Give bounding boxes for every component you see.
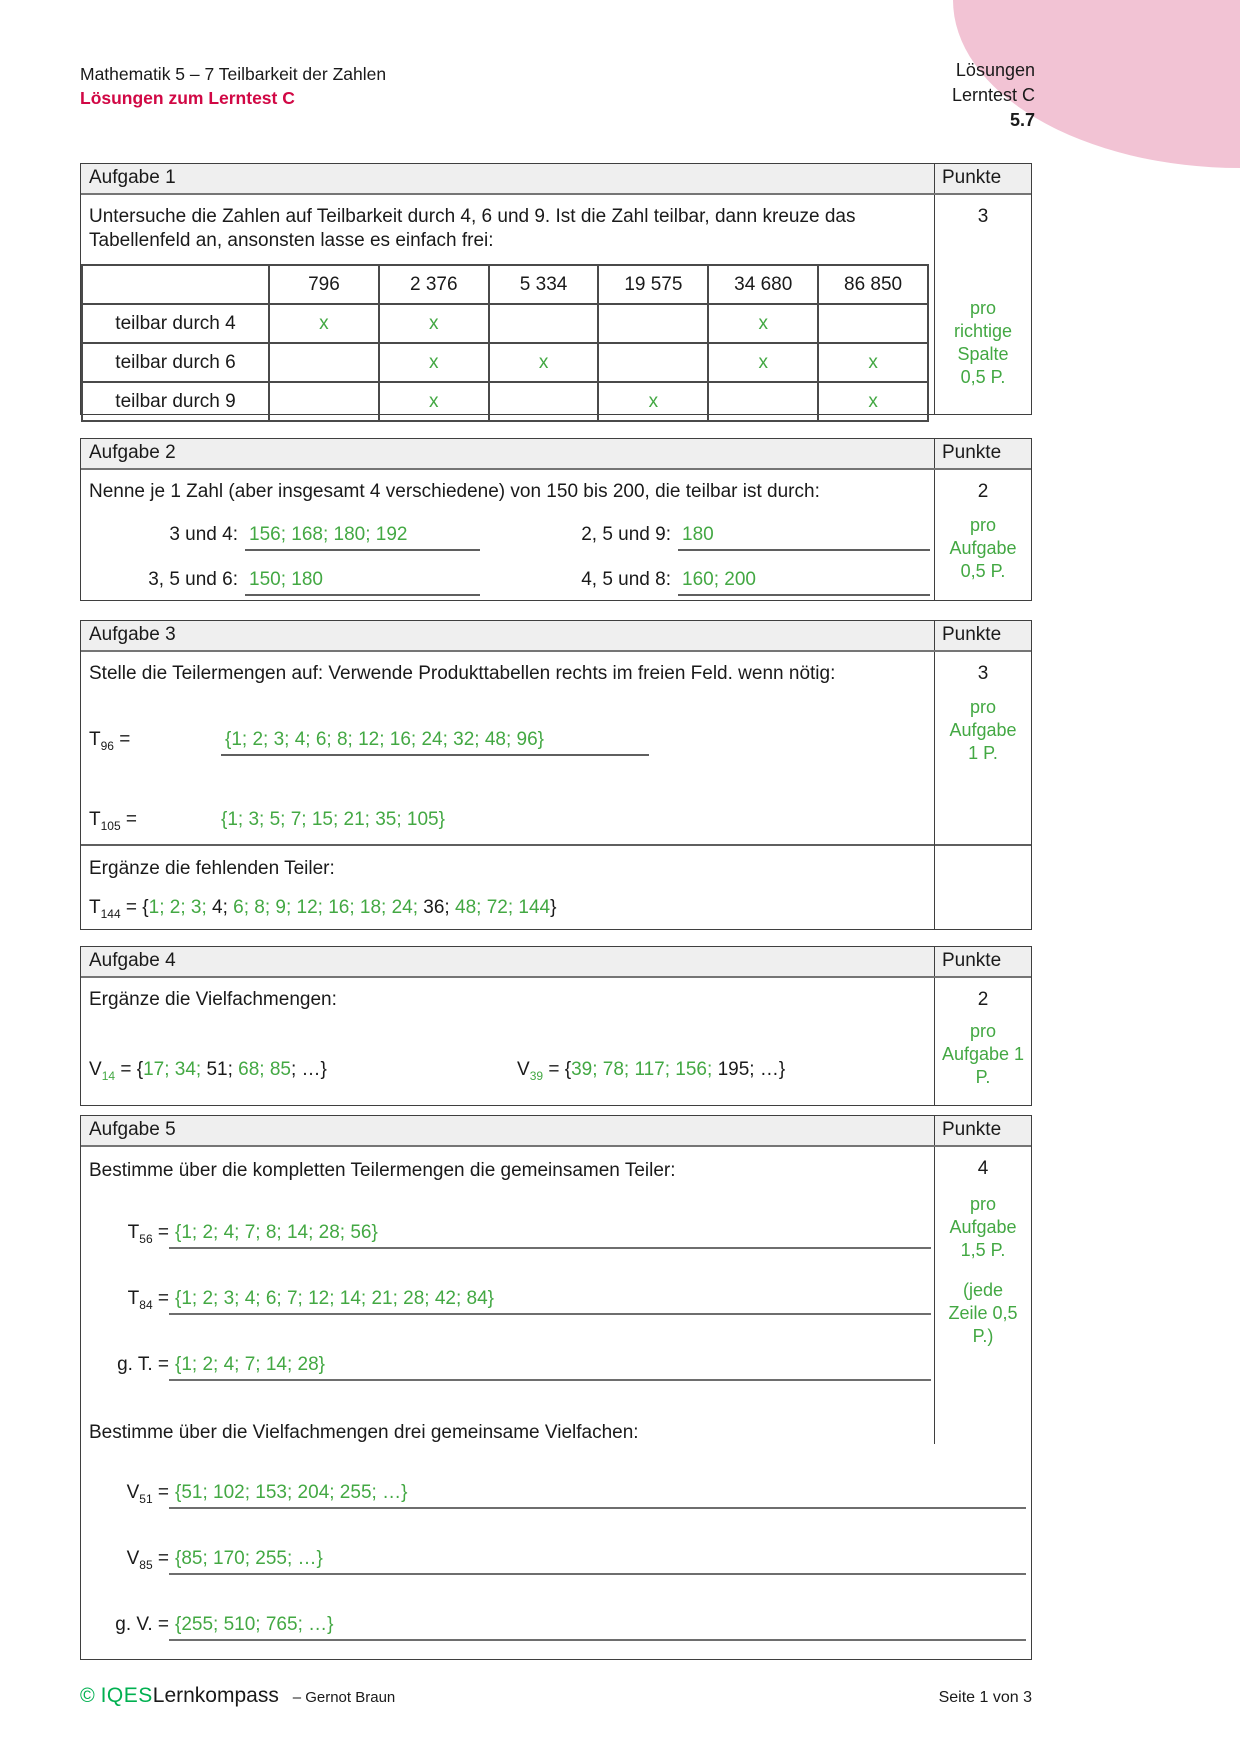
task-4-title: Aufgabe 4	[89, 950, 176, 971]
task-1-main	[81, 195, 934, 422]
task-4-main	[81, 978, 934, 1082]
task-2-main	[81, 470, 934, 596]
logo-lernkompass: Lernkompass	[152, 1684, 279, 1707]
t144-row	[89, 896, 934, 920]
task-1-points-header: Punkte	[934, 164, 1031, 193]
column-header: 2 376	[379, 265, 489, 304]
mark-cell	[269, 382, 379, 421]
answer-blank: 160; 200	[678, 568, 930, 596]
corner-label-block	[952, 58, 1035, 133]
multiples-row	[89, 1058, 934, 1082]
column-header: 34 680	[708, 265, 818, 304]
row-label: teilbar durch 9	[82, 382, 269, 421]
answer-label: 2, 5 und 9:	[581, 524, 671, 545]
corner-chapter-number: 5.7	[1009, 110, 1035, 130]
mark-cell: x	[379, 382, 489, 421]
corner-line-loesungen: Lösungen	[955, 60, 1035, 80]
v51-answer: {51; 102; 153; 204; 255; …}	[169, 1481, 1026, 1509]
complete-divisors-label: Ergänze die fehlenden Teiler:	[89, 858, 335, 879]
task-1-points-column	[934, 195, 1031, 414]
task-2-intro: Nenne je 1 Zahl (aber insgesamt 4 verschiedene) von 150 bis 200, die teilbar ist durch:	[89, 481, 820, 502]
task-5-points-column	[934, 1147, 1031, 1444]
column-header: 5 334	[489, 265, 599, 304]
task-1-body	[81, 195, 1031, 414]
column-header: 796	[269, 265, 379, 304]
task-2-points-value: 2	[977, 481, 989, 502]
row-label: teilbar durch 6	[82, 343, 269, 382]
copyright-icon: ©	[80, 1685, 95, 1707]
document-header	[80, 62, 386, 110]
task-3-intro: Stelle die Teilermengen auf: Verwende Produkttabellen rechts im freien Feld. wenn nötig:	[89, 663, 836, 684]
t105-row	[89, 808, 934, 832]
gcd-row	[89, 1353, 931, 1381]
task-5-points-note-2: (jede Zeile 0,5 P.)	[948, 1280, 1018, 1346]
task-5-body	[81, 1147, 1031, 1659]
mark-cell: x	[379, 304, 489, 343]
t96-row	[89, 728, 934, 756]
mark-cell: x	[489, 343, 599, 382]
column-header: 86 850	[818, 265, 928, 304]
gcd-answer: {1; 2; 4; 7; 14; 28}	[169, 1353, 931, 1381]
mark-cell: x	[708, 343, 818, 382]
mark-cell	[818, 304, 928, 343]
mark-cell	[598, 304, 708, 343]
task-3-points-note: pro Aufgabe 1 P.	[949, 697, 1017, 763]
task-2-points-column	[934, 470, 1031, 600]
v85-row	[89, 1547, 1026, 1575]
task-4-box	[80, 946, 1032, 1106]
task-5-points-header: Punkte	[934, 1116, 1031, 1145]
task-4-points-value: 2	[977, 989, 989, 1010]
mark-cell: x	[818, 343, 928, 382]
task-2-body	[81, 470, 1031, 600]
task-1-box	[80, 163, 1032, 415]
mark-cell: x	[269, 304, 379, 343]
task-2-points-note: pro Aufgabe 0,5 P.	[949, 515, 1017, 581]
corner-line-lerntest: Lerntest C	[951, 85, 1035, 105]
task-5-intro-2: Bestimme über die Vielfachmengen drei gemeinsame Vielfachen:	[89, 1422, 639, 1443]
answer-blank: 150; 180	[245, 568, 480, 596]
task-5-points-note-1: pro Aufgabe 1,5 P.	[949, 1194, 1017, 1260]
task-5-title: Aufgabe 5	[89, 1119, 176, 1140]
v85-label: $V_{85}$ =	[126, 1548, 169, 1572]
task-1-title: Aufgabe 1	[89, 167, 176, 188]
table-row	[82, 343, 928, 382]
task-5-intro-1: Bestimme über die kompletten Teilermengen die gemeinsamen Teiler:	[89, 1160, 676, 1181]
t56-row	[89, 1221, 931, 1249]
lcm-row	[89, 1613, 1026, 1641]
task-1-points-note: pro richtige Spalte 0,5 P.	[953, 298, 1013, 387]
task-5-points-value: 4	[977, 1158, 989, 1179]
mark-cell	[708, 382, 818, 421]
lcm-label: g. V. =	[115, 1614, 169, 1635]
answer-rule-line	[81, 844, 1031, 846]
task-1-header	[81, 164, 1031, 195]
column-header: 19 575	[598, 265, 708, 304]
mark-cell	[269, 343, 379, 382]
table-row	[82, 304, 928, 343]
task-3-header	[81, 621, 1031, 652]
v51-label: $V_{51}$ =	[126, 1482, 169, 1506]
task-4-points-column	[934, 978, 1031, 1105]
task-3-points-header: Punkte	[934, 621, 1031, 650]
task-1-points-value: 3	[977, 206, 989, 227]
t144-label: $T_{144}$ =	[89, 897, 143, 921]
v85-answer: {85; 170; 255; …}	[169, 1547, 1026, 1575]
task-4-header	[81, 947, 1031, 978]
answer-pair-row	[123, 523, 934, 551]
gcd-label: g. T. =	[117, 1354, 169, 1375]
task-4-intro: Ergänze die Vielfachmengen:	[89, 989, 337, 1010]
task-3-title: Aufgabe 3	[89, 624, 176, 645]
task-5-header	[81, 1116, 1031, 1147]
t144-answer: {1; 2; 3; 4; 6; 8; 9; 12; 16; 18; 24; 36; 48; 72; 144}	[142, 897, 557, 918]
mark-cell	[489, 382, 599, 421]
task-3-main	[81, 652, 934, 832]
answer-label: 3 und 4:	[169, 524, 238, 545]
task-3-box	[80, 620, 1032, 930]
mark-cell	[598, 343, 708, 382]
t56-answer: {1; 2; 4; 7; 8; 14; 28; 56}	[169, 1221, 931, 1249]
task-2-points-header: Punkte	[934, 439, 1031, 468]
answer-pair-row	[123, 568, 934, 596]
task-4-points-header: Punkte	[934, 947, 1031, 976]
answer-label: 4, 5 und 8:	[581, 569, 671, 590]
lcm-answer: {255; 510; 765; …}	[169, 1613, 1026, 1641]
table-row	[82, 382, 928, 421]
t84-answer: {1; 2; 3; 4; 6; 7; 12; 14; 21; 28; 42; 84}	[169, 1287, 931, 1315]
logo-iqes: IQES	[100, 1684, 153, 1707]
course-title: Mathematik 5 – 7 Teilbarkeit der Zahlen	[80, 64, 387, 84]
task-4-points-note: pro Aufgabe 1 P.	[941, 1021, 1025, 1087]
t84-row	[89, 1287, 931, 1315]
divisibility-table-header-row	[82, 265, 928, 304]
task-3-points-value: 3	[977, 663, 989, 684]
t56-label: $T_{56}$ =	[127, 1222, 169, 1246]
mark-cell: x	[379, 343, 489, 382]
page-footer	[80, 1684, 1032, 1708]
divisibility-table	[81, 264, 929, 422]
task-4-body	[81, 978, 1031, 1105]
t96-label: $T_{96}$ =	[89, 729, 131, 753]
answer-blank: 180	[678, 523, 930, 551]
solutions-title: Lösungen zum Lerntest C	[80, 88, 295, 108]
t105-answer: {1; 3; 5; 7; 15; 21; 35; 105}	[221, 809, 445, 830]
author-name: – Gernot Braun	[292, 1689, 396, 1706]
t105-label: $T_{105}$ =	[89, 809, 138, 833]
task-5-box	[80, 1115, 1032, 1660]
mark-cell: x	[598, 382, 708, 421]
t96-answer: {1; 2; 3; 4; 6; 8; 12; 16; 24; 32; 48; 96}	[221, 728, 649, 756]
row-label: teilbar durch 4	[82, 304, 269, 343]
mark-cell: x	[708, 304, 818, 343]
answer-label: 3, 5 und 6:	[148, 569, 238, 590]
v51-row	[89, 1481, 1026, 1509]
task-2-header	[81, 439, 1031, 470]
mark-cell: x	[818, 382, 928, 421]
task-1-intro: Untersuche die Zahlen auf Teilbarkeit durch 4, 6 und 9. Ist die Zahl teilbar, dann kreuze das Tabellenfeld an, ansonsten lasse es einfach frei:	[89, 206, 856, 251]
task-3-body	[81, 652, 1031, 929]
mark-cell	[489, 304, 599, 343]
t84-label: $T_{84}$ =	[127, 1288, 169, 1312]
task-3-points-column	[934, 652, 1031, 929]
publisher-logo	[80, 1684, 395, 1708]
task-2-box	[80, 438, 1032, 601]
answer-blank: 156; 168; 180; 192	[245, 523, 480, 551]
task-3-main-lower	[81, 857, 934, 920]
table-corner-cell	[82, 265, 269, 304]
v39-set: $V_{39} = \{39$; 78; 117; 156; 195; …}	[517, 1059, 786, 1083]
page-number: Seite 1 von 3	[938, 1689, 1032, 1706]
task-2-title: Aufgabe 2	[89, 442, 176, 463]
v14-set: $V_{14} = \{17$; 34; 51; 68; 85; …}	[89, 1059, 327, 1083]
